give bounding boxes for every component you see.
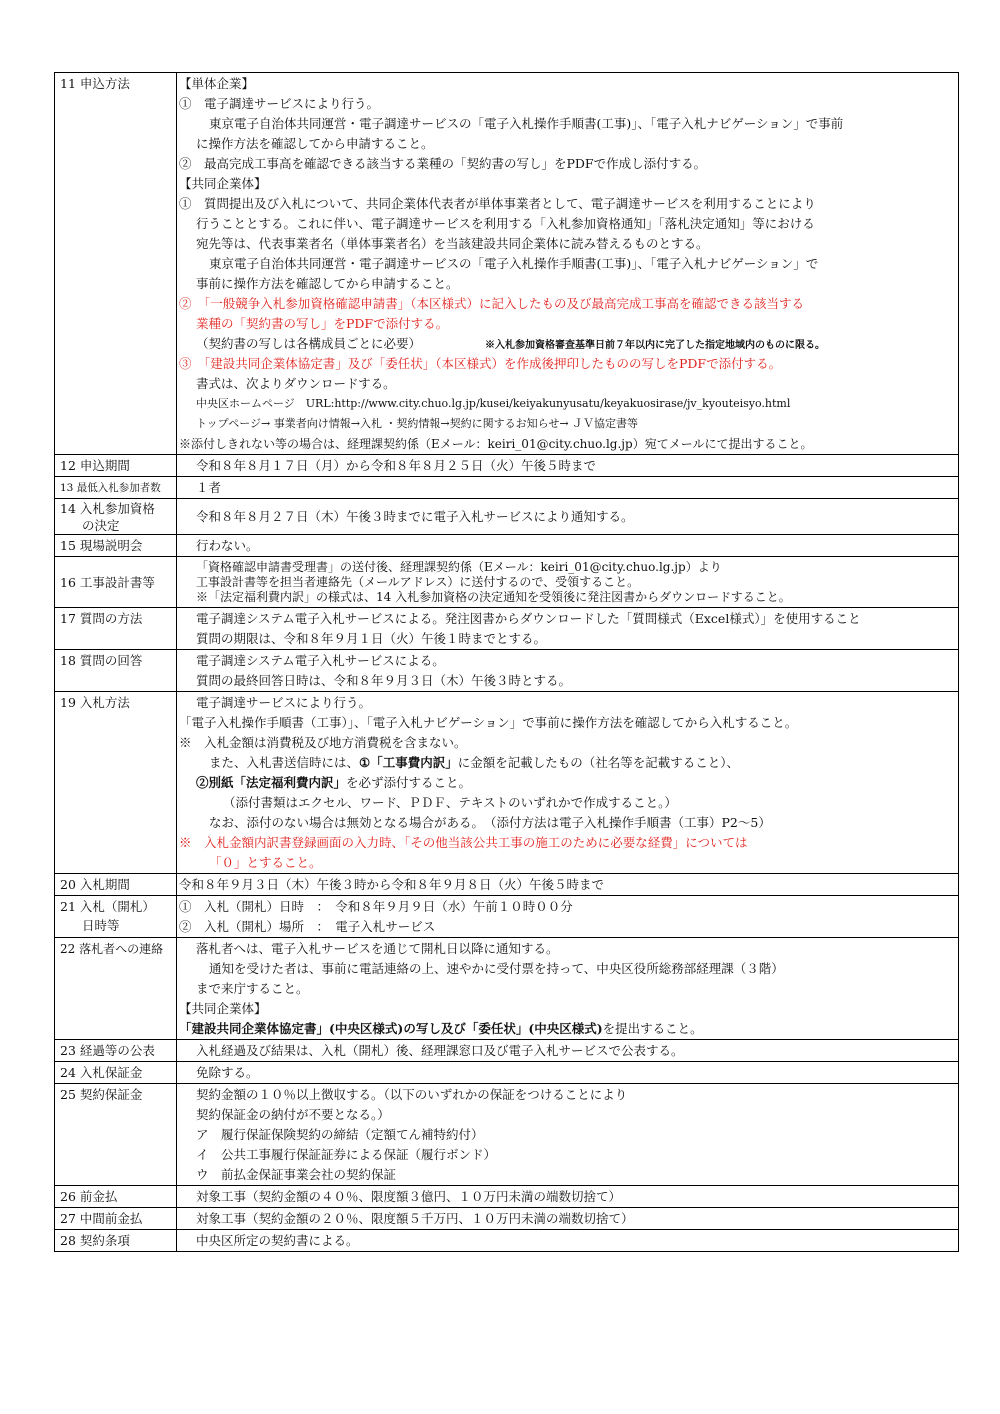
text-line: 令和８年８月１７日（月）から令和８年８月２５日（火）午後５時まで (196, 458, 597, 473)
table-row (55, 938, 959, 1040)
label-line: 14 入札参加資格 (60, 501, 155, 516)
text-line: 契約金額の１０％以上徴収する。（以下のいずれかの保証をつけることにより (196, 1087, 628, 1102)
text-line: ③ 「建設共同企業体協定書」及び「委任状」（本区様式）を作成後押印したものの写しをPDFで添付する。 (179, 356, 782, 371)
text-line: 対象工事（契約金額の２０％、限度額５千万円、１０万円未満の端数切捨て） (196, 1211, 634, 1226)
homepage-url[interactable]: 中央区ホームページ URL:http://www.city.chuo.lg.jp/kusei/keiyakunyusatu/keyakuosirase/jv_kyouteisyo.html (196, 397, 791, 410)
section-heading: 【共同企業体】 (179, 176, 267, 191)
qualification-note: ※入札参加資格審査基準日前７年以内に完了した指定地域内のものに限る。 (485, 340, 826, 351)
table-row (55, 1062, 959, 1084)
table-row (55, 73, 959, 455)
text-line: ② 「一般競争入札参加資格確認申請書」（本区様式）に記入したもの及び最高完成工事高を確認できる該当する (179, 296, 805, 311)
text-span: を提出すること。 (602, 1021, 703, 1036)
note-text: （契約書の写しは各構成員ごとに必要） (196, 336, 422, 351)
table-row (55, 1084, 959, 1186)
row-label: 24 入札保証金 (55, 1062, 177, 1084)
text-line: 令和８年９月３日（木）午後３時から令和８年９月８日（火）午後５時まで (179, 877, 605, 892)
section-heading: 【共同企業体】 (179, 1001, 267, 1016)
row-content (177, 1230, 959, 1252)
table-row (55, 477, 959, 499)
table-row (55, 650, 959, 692)
text-line: （添付書類はエクセル、ワード、ＰＤＦ、テキストのいずれかで作成すること。） (223, 795, 677, 810)
text-line: 「資格確認申請書受理書」の送付後、経理課契約係（Eメール：keiri_01@city.chuo.lg.jp）より (196, 560, 722, 574)
text-line: 書式は、次よりダウンロードする。 (196, 376, 396, 391)
row-content (177, 896, 959, 938)
row-label: 13 最低入札参加者数 (55, 477, 177, 499)
row-label (55, 499, 177, 535)
row-content (177, 535, 959, 557)
text-line: 東京電子自治体共同運営・電子調達サービスの「電子入札操作手順書(工事)」、「電子入札ナビゲーション」で (209, 256, 819, 271)
text-line: 契約保証金の納付が不要となる。） (196, 1107, 390, 1122)
bold-text: 「建設共同企業体協定書」(中央区様式)の写し及び「委任状」(中央区様式) (179, 1021, 603, 1036)
row-content (177, 692, 959, 874)
row-content (177, 1186, 959, 1208)
text-line: 通知を受けた者は、事前に電話連絡の上、速やかに受付票を持って、中央区役所総務部経理課（３階） (209, 961, 784, 976)
row-content (177, 1208, 959, 1230)
row-label: 15 現場説明会 (55, 535, 177, 557)
text-line: 質問の最終回答日時は、令和８年９月３日（木）午後３時とする。 (196, 673, 572, 688)
text-line: 対象工事（契約金額の４０％、限度額３億円、１０万円未満の端数切捨て） (196, 1189, 622, 1204)
section-heading: 【単体企業】 (179, 76, 255, 91)
text-line: なお、添付のない場合は無効となる場合がある。 （添付方法は電子入札操作手順書（工事）P2～5） (209, 815, 771, 830)
row-label: 17 質問の方法 (55, 608, 177, 650)
table-row (55, 896, 959, 938)
text-line: 行うこととする。これに伴い、電子調達サービスを利用する「入札参加資格通知」「落札決定通知」等における (196, 216, 815, 231)
row-label: 23 経過等の公表 (55, 1040, 177, 1062)
bold-text: ②別紙「法定福利費内訳」 (196, 775, 347, 790)
text-line: 「電子入札操作手順書（工事）」、「電子入札ナビゲーション」で事前に操作方法を確認してから入札すること。 (179, 715, 798, 730)
text-line: 質問の期限は、令和８年９月１日（火）午後１時までとする。 (196, 631, 547, 646)
row-label: 20 入札期間 (55, 874, 177, 896)
text-line: イ 公共工事履行保証証券による保証（履行ボンド） (196, 1147, 497, 1162)
text-line: ア 履行保証保険契約の締結（定額てん補特約付） (196, 1127, 484, 1142)
text-line: 電子調達システム電子入札サービスによる。発注図書からダウンロードした「質問様式（Excel様式）」を使用すること (196, 611, 861, 626)
row-content (177, 557, 959, 608)
text-line: ※ 入札金額内訳書登録画面の入力時、「その他当該公共工事の施工のために必要な経費」については (179, 835, 748, 850)
navigation-path: トップページ→ 事業者向け情報→入札 ・契約情報→契約に関するお知らせ→ ＪＶ協定書等 (196, 417, 639, 430)
text-span: に金額を記載したもの（社名等を記載すること）、 (457, 755, 739, 770)
text-span: を必ず添付すること。 (346, 775, 472, 790)
text-line: 電子調達サービスにより行う。 (196, 695, 372, 710)
row-label: 26 前金払 (55, 1186, 177, 1208)
text-line (179, 773, 958, 793)
document-table (54, 72, 959, 1252)
text-line: 中央区所定の契約書による。 (196, 1233, 359, 1248)
text-line: 業種の「契約書の写し」をPDFで添付する。 (196, 316, 449, 331)
row-content (177, 1040, 959, 1062)
text-line: 宛先等は、代表事業者名（単体事業者名）を当該建設共同企業体に読み替えるものとする。 (196, 236, 709, 251)
text-line: 工事設計書等を担当者連絡先（メールアドレス）に送付するので、受領すること。 (196, 575, 640, 589)
table-row (55, 499, 959, 535)
text-line: ① 入札（開札）日時 ： 令和８年９月９日（水）午前１０時００分 (179, 899, 573, 914)
text-line: 東京電子自治体共同運営・電子調達サービスの「電子入札操作手順書(工事)」、「電子入札ナビゲーション」で事前 (209, 116, 844, 131)
text-line: ① 質問提出及び入札について、共同企業体代表者が単体事業者として、電子調達サービスを利用することにより (179, 196, 816, 211)
bold-text: ①「工事費内訳」 (359, 755, 458, 770)
text-line: 行わない。 (196, 538, 259, 553)
row-content (177, 874, 959, 896)
row-label: 22 落札者への連絡 (55, 938, 177, 1040)
text-span: また、入札書送信時には、 (209, 755, 360, 770)
text-line: ※添付しきれない等の場合は、経理課契約係（Eメール：keiri_01@city.chuo.lg.jp）宛てメールにて提出すること。 (179, 437, 813, 451)
row-label: 19 入札方法 (55, 692, 177, 874)
row-content (177, 938, 959, 1040)
row-label: 27 中間前金払 (55, 1208, 177, 1230)
text-line: ※「法定福利費内訳」の様式は、14 入札参加資格の決定通知を受領後に発注図書からダウンロードすること。 (196, 590, 791, 604)
text-line (179, 1019, 958, 1039)
row-content (177, 1062, 959, 1084)
text-line: ※ 入札金額は消費税及び地方消費税を含まない。 (179, 735, 467, 750)
text-line (179, 334, 958, 354)
table-row (55, 1230, 959, 1252)
table-row (55, 608, 959, 650)
table-row (55, 1186, 959, 1208)
row-label: 11 申込方法 (55, 73, 177, 455)
text-line: 免除する。 (196, 1065, 259, 1080)
row-content (177, 608, 959, 650)
table-row (55, 874, 959, 896)
table-row (55, 535, 959, 557)
text-line: に操作方法を確認してから申請すること。 (196, 136, 434, 151)
row-label: 12 申込期間 (55, 455, 177, 477)
label-line: 21 入札（開札） (60, 899, 155, 914)
text-line: ② 入札（開札）場所 ： 電子入札サービス (179, 919, 436, 934)
text-line: 落札者へは、電子入札サービスを通じて開札日以降に通知する。 (196, 941, 559, 956)
row-content (177, 455, 959, 477)
text-line: ② 最高完成工事高を確認できる該当する業種の「契約書の写し」をPDFで作成し添付する。 (179, 156, 707, 171)
table-row (55, 455, 959, 477)
row-content (177, 499, 959, 535)
text-line: ① 電子調達サービスにより行う。 (179, 96, 380, 111)
row-content (177, 73, 959, 455)
row-content (177, 477, 959, 499)
text-line (179, 753, 958, 773)
text-line: 電子調達システム電子入札サービスによる。 (196, 653, 445, 668)
row-label: 28 契約条項 (55, 1230, 177, 1252)
text-line: まで来庁すること。 (196, 981, 309, 996)
row-label (55, 896, 177, 938)
row-label: 25 契約保証金 (55, 1084, 177, 1186)
text-line: 事前に操作方法を確認してから申請すること。 (196, 276, 459, 291)
row-content (177, 650, 959, 692)
text-line: 入札経過及び結果は、入札（開札）後、経理課窓口及び電子入札サービスで公表する。 (196, 1043, 684, 1058)
table-row (55, 1040, 959, 1062)
row-content (177, 1084, 959, 1186)
table-row (55, 692, 959, 874)
table-row (55, 557, 959, 608)
label-line: の決定 (82, 518, 120, 533)
label-line: 日時等 (82, 918, 120, 933)
text-line: ウ 前払金保証事業会社の契約保証 (196, 1167, 397, 1182)
text-line: 令和８年８月２７日（木）午後３時までに電子入札サービスにより通知する。 (196, 509, 634, 524)
text-line: １者 (196, 480, 222, 495)
text-line: 「０」とすること。 (209, 855, 322, 870)
row-label: 16 工事設計書等 (55, 557, 177, 608)
table-row (55, 1208, 959, 1230)
row-label: 18 質問の回答 (55, 650, 177, 692)
